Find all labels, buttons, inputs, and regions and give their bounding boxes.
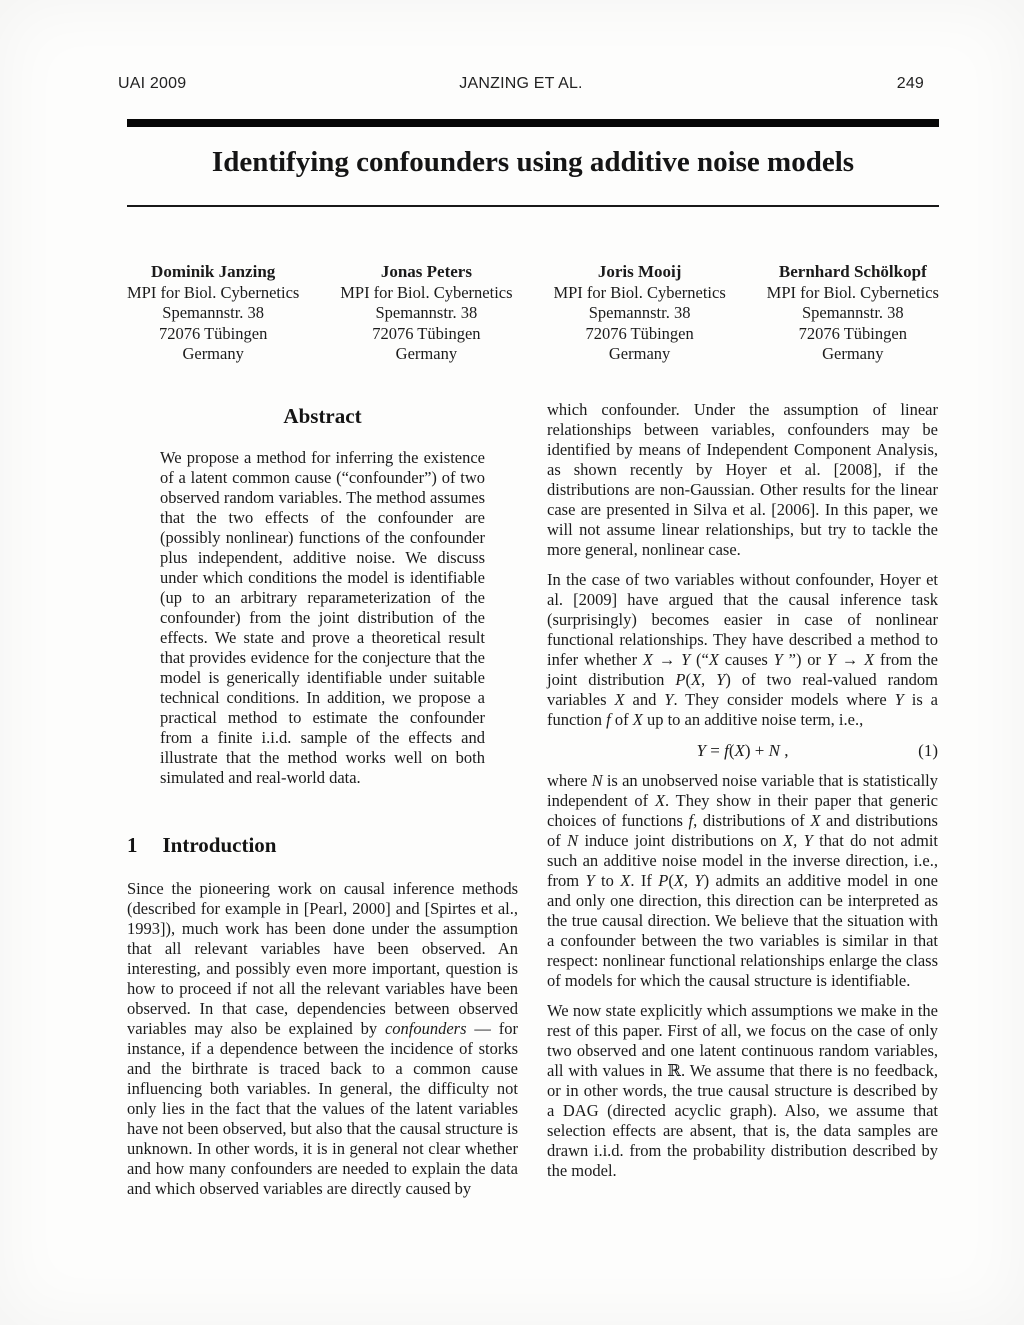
author-affiliation-line: Germany	[395, 344, 458, 363]
abstract-heading: Abstract	[283, 404, 362, 428]
authors-row	[127, 262, 939, 365]
author-affiliation-line: Spemannstr. 38	[801, 303, 904, 322]
title-rule-top	[127, 119, 939, 127]
author-name: Bernhard Schölkopf	[778, 262, 927, 281]
section-number: 1	[127, 833, 138, 857]
body-paragraph: We now state explicitly which assumptions we make in the rest of this paper. First of all, we focus on the case of only two observed and one latent continuous random variables, all with values in ℝ. We assume that there is no feedback, or in other words, the true causal structure is described by a DAG (directed acyclic graph). Also, we assume that selection effects are absent, that is, the data samples are drawn i.i.d. from the probability distribution described by the model.	[547, 1001, 938, 1180]
body-paragraph: which confounder. Under the assumption of linear relationships between variables, confounders may be identified by means of Independent Component Analysis, as shown recently by Hoyer et al. [2008], if the distributions are non-Gaussian. Other results for the linear case are presented in Silva et al. [2006]. In this paper, we will not assume linear relationships, but try to tackle the more general, nonlinear case.	[547, 400, 938, 559]
introduction-paragraph: Since the pioneering work on causal inference methods (described for example in [Pearl, 2000] and [Spirtes et al., 1993]), much work has been done under the assumption that all relevant variables have been observed. An interesting, and possibly even more important, question is how to proceed if not all the relevant variables have been observed. In that case, dependencies between observed variables may also be explained by confounders — for instance, if a dependence between the incidence of storks and the birthrate is traced back to a common cause influencing both variables. In general, the difficulty not only lies in the fact that the values of the latent variables have not been observed, but also that the causal structure is unknown. In other words, it is in general not clear whether and how many confounders are needed to explain the data and which observed variables are directly caused by	[127, 879, 518, 1198]
equation-body: Y = f(X) + N ,	[696, 741, 789, 760]
body-paragraph: where N is an unobserved noise variable that is statistically independent of X. They show in their paper that generic choices of functions f, distributions of X and distributions of N induce joint distributions on X, Y that do not admit such an additive noise model in the inverse direction, i.e., from Y to X. If P(X, Y) admits an additive model in one and only one direction, this direction can be interpreted as the true causal direction. We believe that the situation with a confounder between the two variables is similar in that respect: nonlinear functional relationships enlarge the class of models for which the causal structure is identifiable.	[547, 771, 938, 990]
author-block	[340, 262, 512, 365]
author-affiliation-line: 72076 Tübingen	[798, 323, 907, 343]
author-affiliation-line: Spemannstr. 38	[588, 303, 691, 322]
section-title: Introduction	[162, 833, 277, 857]
author-name: Joris Mooij	[597, 262, 682, 281]
author-block	[767, 262, 939, 365]
page-header	[118, 75, 924, 93]
left-column	[127, 400, 518, 1199]
author-block	[127, 262, 299, 365]
author-name: Jonas Peters	[380, 262, 472, 281]
header-running-head: JANZING ET AL.	[459, 75, 583, 92]
title-rule-bottom	[127, 205, 939, 207]
right-column	[547, 400, 938, 1199]
author-affiliation-line: Germany	[822, 344, 884, 363]
author-affiliation-line: Germany	[608, 344, 671, 363]
author-affiliation-line: 72076 Tübingen	[585, 323, 694, 343]
author-affiliation-line: MPI for Biol. Cybernetics	[127, 282, 300, 302]
author-affiliation-line: MPI for Biol. Cybernetics	[766, 282, 939, 302]
author-affiliation-line: Spemannstr. 38	[375, 303, 478, 322]
section-heading-introduction	[127, 833, 518, 858]
two-column-body	[127, 400, 939, 1199]
author-affiliation-line: 72076 Tübingen	[372, 323, 481, 343]
equation-1	[547, 741, 938, 761]
equation-number: (1)	[918, 741, 938, 760]
author-affiliation-line: MPI for Biol. Cybernetics	[340, 282, 513, 302]
author-affiliation-line: MPI for Biol. Cybernetics	[553, 282, 726, 302]
body-paragraph: In the case of two variables without confounder, Hoyer et al. [2009] have argued that the causal inference task (surprisingly) becomes easier in case of nonlinear functional relationships. They have described a method to infer whether X → Y (“X causes Y ”) or Y → X from the joint distribution P(X, Y) of two real-valued random variables X and Y. They consider models where Y is a function f of X up to an additive noise term, i.e.,	[547, 570, 939, 729]
author-affiliation-line: 72076 Tübingen	[159, 323, 268, 343]
abstract-paragraph: We propose a method for inferring the existence of a latent common cause (“confounder”) of two observed random variables. The method assumes that the two effects of the confounder are (possibly nonlinear) functions of the confounder plus independent, additive noise. We discuss under which conditions the model is identifiable (up to an arbitrary reparameterization of the confounder) from the joint distribution of the effects. We state and prove a theoretical result that provides evidence for the conjecture that the model is generically identifiable under suitable technical conditions. In addition, we propose a practical method to estimate the confounder from a finite i.i.d. sample of the effects and illustrate that the method works well on both simulated and real-world data.	[160, 448, 485, 787]
author-block	[553, 262, 725, 365]
paper-title: Identifying confounders using additive noise models	[211, 146, 855, 178]
author-affiliation-line: Germany	[182, 344, 244, 363]
header-page-number: 249	[896, 75, 925, 92]
author-affiliation-line: Spemannstr. 38	[162, 303, 265, 322]
header-conference: UAI 2009	[118, 75, 187, 92]
author-name: Dominik Janzing	[151, 262, 276, 281]
